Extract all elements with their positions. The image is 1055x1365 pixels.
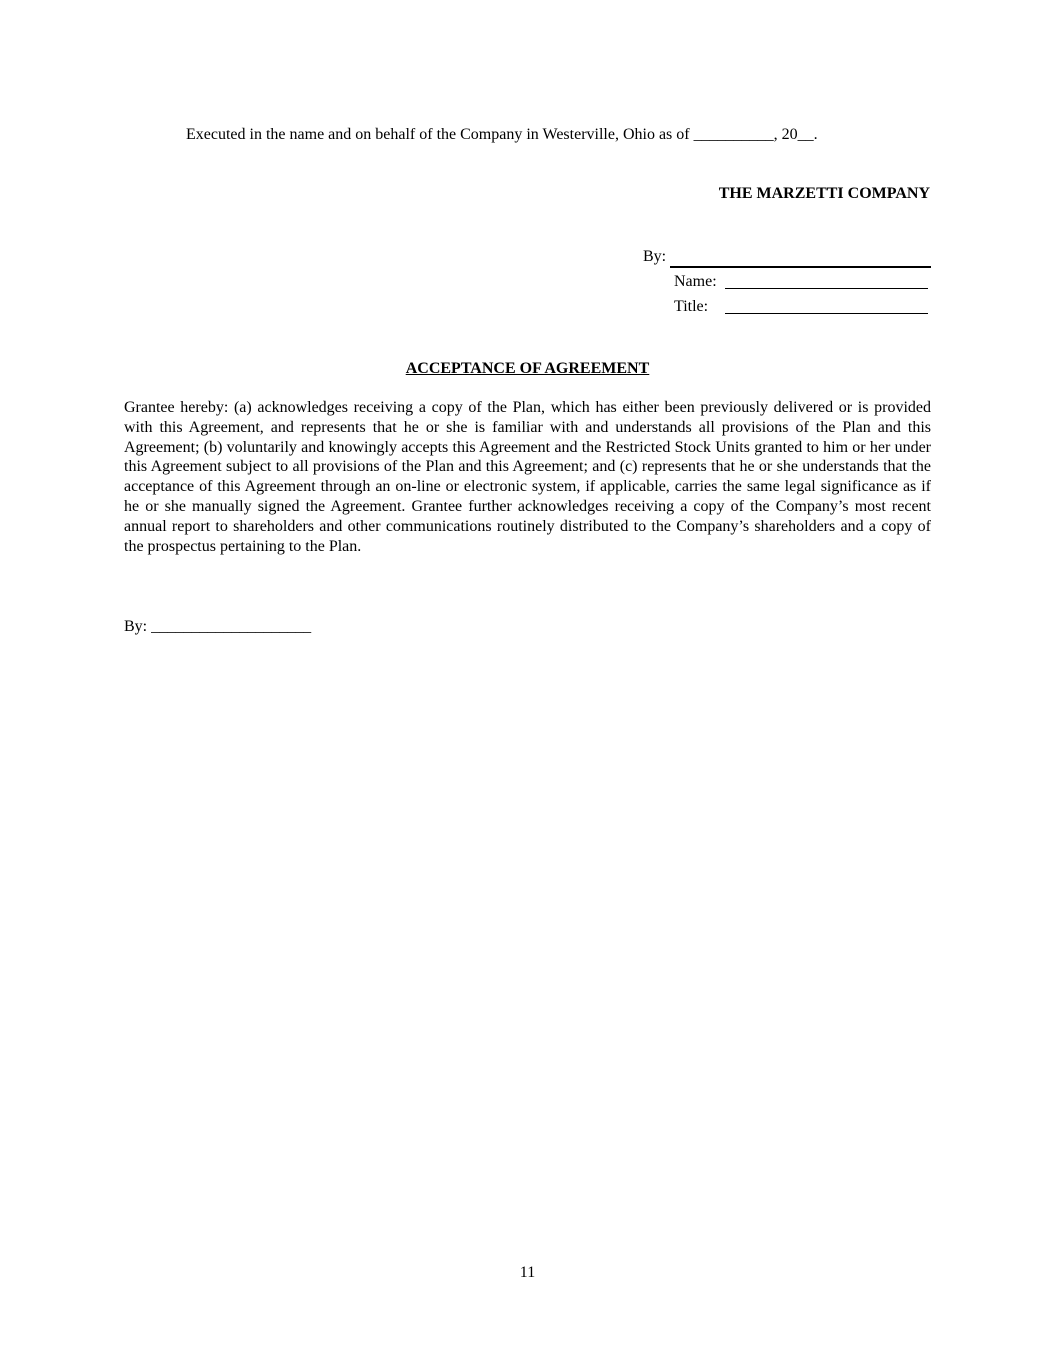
company-name-label: Name: [674, 273, 717, 290]
company-by-label: By: [643, 248, 667, 265]
acceptance-paragraph: Grantee hereby: (a) acknowledges receiving a copy of the Plan, which has either been previously delivered or is provided with this Agreement, and represents that he or she is familiar with and understands all provisions of the Plan and this Agreement; (b) voluntarily and knowingly accepts this Agreement and the Restricted Stock Units granted to him or her under this Agreement subject to all provisions of the Plan and this Agreement; and (c) represents that he or she understands that the acceptance of this Agreement through an on-line or electronic system, if applicable, carries the same legal significance as if he or she manually signed the Agreement. Grantee further acknowledges receiving a copy of the Company’s most recent annual report to shareholders and other communications routinely distributed to the Company’s shareholders and a copy of the prospectus pertaining to the Plan. [124, 399, 931, 555]
grantee-signature-line [124, 617, 311, 637]
grantee-signature-blank: ____________________ [151, 618, 312, 635]
execution-statement: Executed in the name and on behalf of the Company in Westerville, Ohio as of __________, 20__. [186, 126, 818, 143]
company-name-signature-line [725, 288, 928, 289]
page-number: 11 [519, 1264, 536, 1281]
company-by-signature-line [670, 266, 931, 268]
grantee-by-label: By: [124, 618, 148, 635]
acceptance-heading: ACCEPTANCE OF AGREEMENT [405, 360, 650, 377]
company-title-label: Title: [674, 298, 709, 315]
company-name: THE MARZETTI COMPANY [718, 185, 930, 202]
company-title-signature-line [725, 313, 928, 314]
